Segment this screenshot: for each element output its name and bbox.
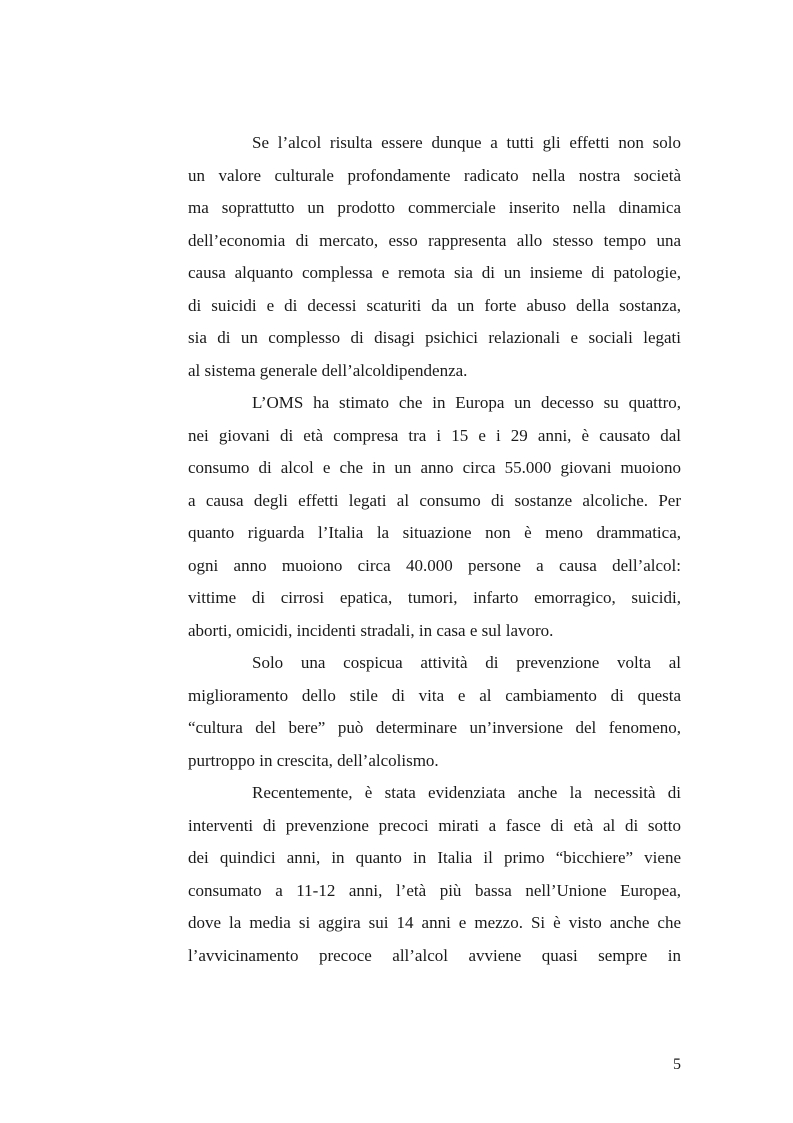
text-line: purtroppo in crescita, dell’alcolismo. bbox=[188, 750, 439, 770]
text-line: un valore culturale profondamente radicato nella nostra società bbox=[188, 165, 681, 185]
body-text bbox=[188, 127, 681, 972]
text-line: a causa degli effetti legati al consumo di sostanze alcoliche. Per bbox=[188, 490, 681, 510]
page-number: 5 bbox=[673, 1056, 681, 1073]
text-line: dove la media si aggira sui 14 anni e mezzo. Si è visto anche che bbox=[188, 913, 681, 932]
text-line: Solo una cospicua attività di prevenzione volta al bbox=[252, 653, 681, 672]
text-line: nei giovani di età compresa tra i 15 e i 29 anni, è causato dal bbox=[188, 425, 681, 445]
text-line: Recentemente, è stata evidenziata anche la necessità di bbox=[252, 783, 681, 802]
text-line: ogni anno muoiono circa 40.000 persone a causa dell’alcol: bbox=[188, 555, 681, 575]
text-line: “cultura del bere” può determinare un’inversione del fenomeno, bbox=[188, 718, 681, 737]
text-line: consumato a 11-12 anni, l’età più bassa nell’Unione Europea, bbox=[188, 880, 681, 900]
text-line: dei quindici anni, in quanto in Italia il primo “bicchiere” viene bbox=[188, 848, 681, 867]
text-line: Se l’alcol risulta essere dunque a tutti gli effetti non solo bbox=[252, 133, 681, 152]
text-line: l’avvicinamento precoce all’alcol avviene quasi sempre in bbox=[188, 945, 681, 965]
text-line: aborti, omicidi, incidenti stradali, in casa e sul lavoro. bbox=[188, 620, 554, 640]
text-line: di suicidi e di decessi scaturiti da un forte abuso della sostanza, bbox=[188, 295, 681, 315]
text-line: interventi di prevenzione precoci mirati a fasce di età al di sotto bbox=[188, 815, 681, 835]
text-line: al sistema generale dell’alcoldipendenza. bbox=[188, 360, 468, 380]
text-line: vittime di cirrosi epatica, tumori, infarto emorragico, suicidi, bbox=[188, 588, 681, 607]
text-line: causa alquanto complessa e remota sia di un insieme di patologie, bbox=[188, 263, 681, 282]
text-line: consumo di alcol e che in un anno circa 55.000 giovani muoiono bbox=[188, 458, 681, 477]
text-line: sia di un complesso di disagi psichici relazionali e sociali legati bbox=[188, 328, 681, 347]
text-line: quanto riguarda l’Italia la situazione non è meno drammatica, bbox=[188, 523, 681, 542]
text-line: ma soprattutto un prodotto commerciale inserito nella dinamica bbox=[188, 198, 681, 217]
text-line: miglioramento dello stile di vita e al cambiamento di questa bbox=[188, 685, 681, 705]
text-line: L’OMS ha stimato che in Europa un decesso su quattro, bbox=[252, 393, 681, 412]
text-line: dell’economia di mercato, esso rappresenta allo stesso tempo una bbox=[188, 230, 681, 250]
